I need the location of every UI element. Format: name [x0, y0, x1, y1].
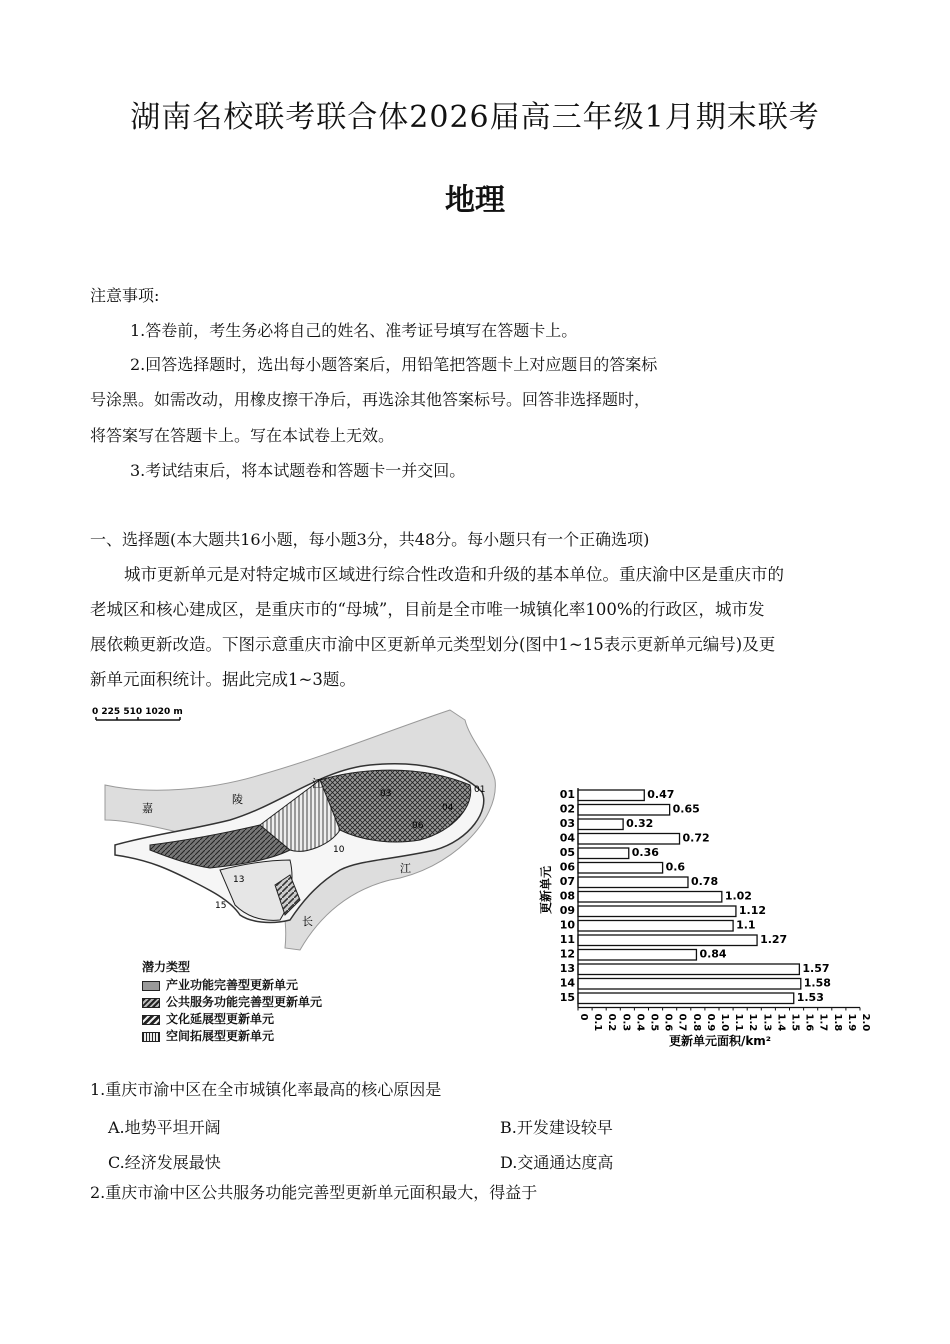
category-label-03: 03	[559, 817, 575, 830]
legend-swatch-culture	[142, 1015, 160, 1025]
bar-12	[578, 950, 696, 961]
unit-label-10: 10	[333, 845, 345, 855]
x-tick-label-16: 1.6	[803, 1013, 815, 1032]
bar-06	[578, 863, 663, 874]
x-tick-label-6: 0.6	[662, 1013, 674, 1032]
category-label-09: 09	[559, 904, 575, 917]
value-label-12: 0.84	[699, 947, 727, 961]
section-heading: 一、选择题(本大题共16小题，每小题3分，共48分。每小题只有一个正确选项)	[90, 530, 650, 549]
category-label-02: 02	[559, 802, 575, 816]
value-label-06: 0.6	[665, 860, 686, 874]
x-tick-label-17: 1.7	[817, 1013, 829, 1032]
bar-02	[578, 805, 670, 816]
legend-label-industry: 产业功能完善型更新单元	[166, 978, 299, 992]
legend-item-industry	[142, 976, 298, 993]
area-bar-chart	[530, 780, 880, 1055]
x-tick-label-13: 1.3	[761, 1013, 773, 1032]
x-tick-label-20: 2.0	[860, 1013, 871, 1032]
q1-option-a[interactable]: A.地势平坦开阔	[108, 1118, 221, 1137]
river-ling: 陵	[232, 793, 243, 806]
x-tick-label-8: 0.8	[690, 1013, 702, 1032]
category-label-04: 04	[559, 831, 575, 845]
river-chang: 长	[302, 915, 313, 928]
unit-label-01: 01	[474, 785, 486, 795]
value-label-08: 1.02	[724, 889, 752, 903]
x-tick-label-5: 0.5	[648, 1013, 660, 1032]
value-label-03: 0.32	[626, 817, 654, 830]
bar-10	[578, 921, 733, 932]
x-tick-label-11: 1.1	[733, 1013, 745, 1032]
bar-11	[578, 935, 757, 946]
notice-item-3: 3.考试结束后，将本试题卷和答题卡一并交回。	[130, 461, 466, 480]
notice-item-1: 1.答卷前，考生务必将自己的姓名、准考证号填写在答题卡上。	[130, 321, 578, 340]
legend-label-space: 空间拓展型更新单元	[166, 1029, 275, 1043]
q1-option-b[interactable]: B.开发建设较早	[500, 1118, 613, 1137]
x-tick-label-19: 1.9	[845, 1013, 857, 1032]
x-tick-label-4: 0.4	[634, 1013, 646, 1032]
x-tick-label-1: 0.1	[592, 1013, 604, 1032]
value-label-05: 0.36	[631, 846, 659, 859]
category-label-15: 15	[559, 991, 575, 1004]
x-axis-label: 更新单元面积/km²	[668, 1034, 772, 1048]
x-tick-label-10: 1.0	[719, 1013, 730, 1032]
unit-label-04: 04	[442, 803, 454, 813]
bar-15	[578, 993, 794, 1004]
value-label-15: 1.53	[796, 991, 824, 1004]
q2-stem: 2.重庆市渝中区公共服务功能完善型更新单元面积最大，得益于	[90, 1183, 538, 1202]
value-label-14: 1.58	[803, 976, 831, 990]
category-label-07: 07	[559, 875, 575, 888]
bar-01	[578, 790, 644, 801]
unit-label-15: 15	[215, 901, 227, 911]
notice-heading: 注意事项:	[90, 286, 160, 305]
bar-05	[578, 848, 629, 859]
category-label-06: 06	[559, 860, 575, 874]
legend-item-public	[142, 993, 322, 1010]
bar-08	[578, 892, 722, 903]
x-tick-label-9: 0.9	[704, 1013, 716, 1032]
scale-bar	[96, 717, 180, 720]
unit-label-06: 06	[412, 821, 424, 831]
x-tick-label-3: 0.3	[620, 1013, 632, 1032]
x-tick-label-14: 1.4	[775, 1013, 787, 1032]
river-jiang-2: 江	[400, 862, 411, 875]
legend-title: 潜力类型	[142, 960, 191, 974]
intro-line-3: 展依赖更新改造。下图示意重庆市渝中区更新单元类型划分(图中1~15表示更新单元编号)及更	[90, 635, 776, 654]
unit-label-13: 13	[233, 875, 245, 885]
river-jiang-1: 江	[312, 777, 323, 790]
x-tick-label-18: 1.8	[831, 1013, 843, 1032]
bar-13	[578, 964, 799, 975]
category-label-14: 14	[559, 976, 575, 990]
bar-03	[578, 819, 623, 830]
q1-option-c[interactable]: C.经济发展最快	[108, 1153, 221, 1172]
exam-title: 湖南名校联考联合体2026届高三年级1月期末联考	[130, 100, 820, 135]
bar-04	[578, 834, 680, 845]
legend-swatch-space	[142, 1032, 160, 1042]
category-label-13: 13	[559, 962, 575, 975]
y-axis-label: 更新单元	[539, 865, 553, 915]
notice-item-2-line3: 将答案写在答题卡上。写在本试卷上无效。	[90, 426, 395, 445]
q1-option-d[interactable]: D.交通通达度高	[500, 1153, 614, 1172]
x-tick-label-15: 1.5	[789, 1013, 801, 1032]
scale-label: 0 225 510 1020 m	[92, 707, 183, 717]
value-label-09: 1.12	[738, 904, 767, 917]
bar-09	[578, 906, 736, 917]
category-label-12: 12	[559, 947, 575, 961]
x-tick-label-12: 1.2	[747, 1013, 759, 1032]
legend-item-culture	[142, 1010, 274, 1027]
intro-line-1: 城市更新单元是对特定城市区域进行综合性改造和升级的基本单位。重庆渝中区是重庆市的	[124, 565, 784, 584]
intro-line-4: 新单元面积统计。据此完成1~3题。	[90, 670, 356, 689]
value-label-07: 0.78	[690, 875, 719, 888]
value-label-04: 0.72	[682, 831, 710, 845]
q1-stem: 1.重庆市渝中区在全市城镇化率最高的核心原因是	[90, 1080, 442, 1099]
value-label-11: 1.27	[760, 933, 788, 946]
x-tick-label-0: 0	[578, 1013, 589, 1021]
category-label-10: 10	[559, 918, 575, 932]
x-tick-label-7: 0.7	[676, 1013, 688, 1032]
category-label-01: 01	[559, 788, 575, 801]
value-label-13: 1.57	[802, 962, 830, 975]
notice-item-2-line1: 2.回答选择题时，选出每小题答案后，用铅笔把答题卡上对应题目的答案标	[130, 355, 658, 374]
legend-label-public: 公共服务功能完善型更新单元	[166, 995, 323, 1009]
bar-14	[578, 979, 801, 990]
x-tick-label-2: 0.2	[606, 1013, 618, 1032]
bar-07	[578, 877, 688, 888]
legend-swatch-industry	[142, 981, 160, 991]
legend-swatch-public	[142, 998, 160, 1008]
value-label-01: 0.47	[647, 788, 675, 801]
category-label-11: 11	[559, 933, 575, 946]
yuzhong-map	[90, 700, 520, 955]
unit-label-03: 03	[380, 789, 392, 799]
river-jia: 嘉	[142, 802, 153, 815]
intro-line-2: 老城区和核心建成区，是重庆市的“母城”，目前是全市唯一城镇化率100%的行政区，城市发	[90, 600, 765, 619]
value-label-10: 1.1	[736, 918, 756, 932]
notice-item-2-line2: 号涂黑。如需改动，用橡皮擦干净后，再选涂其他答案标号。回答非选择题时，	[90, 390, 651, 409]
value-label-02: 0.65	[672, 802, 700, 816]
legend-label-culture: 文化延展型更新单元	[166, 1012, 275, 1026]
category-label-05: 05	[559, 846, 575, 859]
legend-item-space	[142, 1027, 274, 1044]
category-label-08: 08	[559, 889, 575, 903]
subject-title: 地理	[445, 183, 505, 218]
